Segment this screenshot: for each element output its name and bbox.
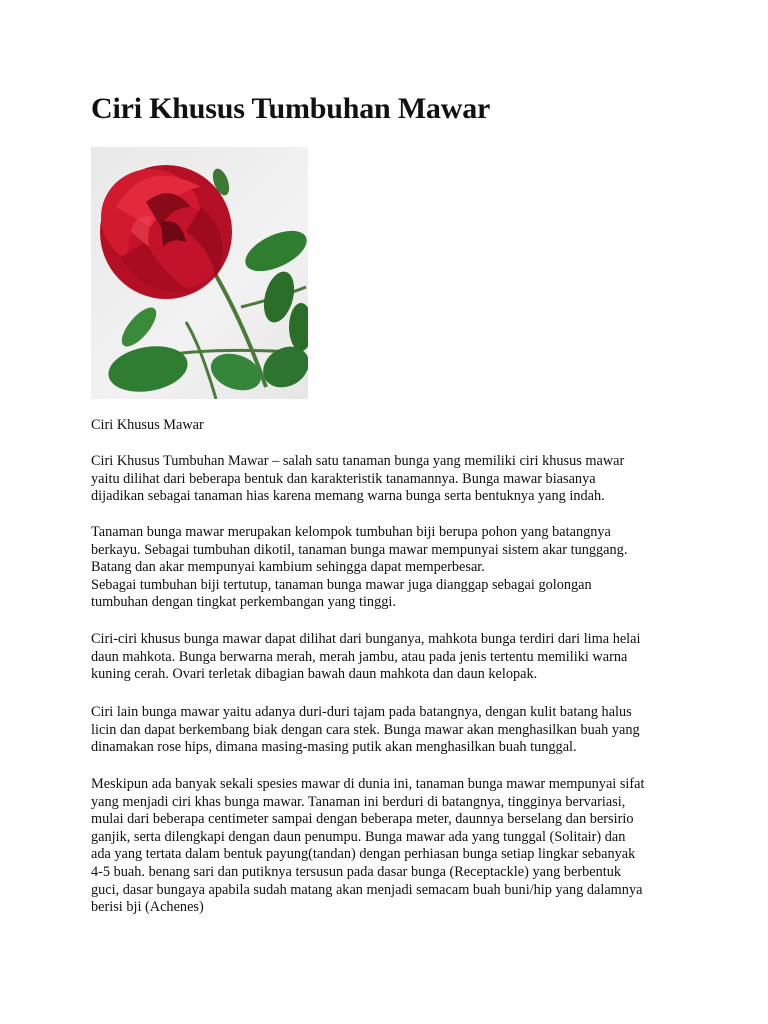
paragraph-line: daun mahkota. Bunga berwarna merah, merah jambu, atau pada jenis tertentu memiliki warna [91, 648, 628, 665]
paragraph-line: guci, dasar bungaya apabila sudah matang akan menjadi semacam buah buni/hip yang dalamnya [91, 881, 643, 898]
paragraph-line: Ciri Khusus Tumbuhan Mawar – salah satu tanaman bunga yang memiliki ciri khusus mawar [91, 453, 625, 469]
paragraph-line: mulai dari beberapa centimeter sampai dengan beberapa meter, daunnya berselang dan bersirio [91, 811, 634, 828]
paragraph-line: ganjik, serta dilengkapi dengan daun penumpu. Bunga mawar ada yang tunggal (Solitair) dan [91, 828, 626, 845]
paragraph-line: Batang dan akar mempunyai kambium sehingga dapat memperbesar. [91, 559, 485, 576]
paragraph-line: yang menjadi ciri khas bunga mawar. Tanaman ini berduri di batangnya, tingginya bervariasi, [91, 793, 626, 810]
paragraph-line: tumbuhan dengan tingkat perkembangan yang tinggi. [91, 594, 396, 611]
paragraph-4 [91, 704, 640, 757]
paragraph-line: berkayu. Sebagai tumbuhan dikotil, tanaman bunga mawar mempunyai sistem akar tunggang. [91, 541, 628, 558]
rose-image [91, 147, 308, 399]
paragraph-line: Ciri lain bunga mawar yaitu adanya duri-duri tajam pada batangnya, dengan kulit batang halus [91, 704, 632, 720]
page-title: Ciri Khusus Tumbuhan Mawar [91, 92, 491, 125]
image-caption: Ciri Khusus Mawar [91, 417, 204, 433]
paragraph-1 [91, 453, 624, 506]
rose-illustration [91, 147, 308, 399]
paragraph-line: Meskipun ada banyak sekali spesies mawar di dunia ini, tanaman bunga mawar mempunyai sifat [91, 776, 645, 792]
paragraph-line: kuning cerah. Ovari terletak dibagian bawah daun mahkota dan daun kelopak. [91, 666, 538, 683]
paragraph-3 [91, 631, 640, 684]
paragraph-line: Sebagai tumbuhan biji tertutup, tanaman bunga mawar juga dianggap sebagai golongan [91, 576, 592, 593]
paragraph-line: Tanaman bunga mawar merupakan kelompok tumbuhan biji berupa pohon yang batangnya [91, 524, 611, 540]
paragraph-line: Ciri-ciri khusus bunga mawar dapat dilihat dari bunganya, mahkota bunga terdiri dari lima helai [91, 631, 641, 647]
paragraph-line: 4-5 buah. benang sari dan putiknya tersusun pada dasar bunga (Receptackle) yang berbentuk [91, 863, 621, 880]
paragraph-line: dijadikan sebagai tanaman hias karena memang warna bunga serta bentuknya yang indah. [91, 488, 605, 505]
paragraph-line: yaitu dilihat dari beberapa bentuk dan karakteristik tanamannya. Bunga mawar biasanya [91, 470, 596, 487]
paragraph-2 [91, 524, 627, 612]
paragraph-line: ada yang tertata dalam bentuk payung(tandan) dengan perhiasan bunga setiap lingkar sebanyak [91, 846, 636, 863]
paragraph-5 [91, 776, 644, 917]
paragraph-line: berisi bji (Achenes) [91, 899, 204, 916]
paragraph-line: dinamakan rose hips, dimana masing-masing putik akan menghasilkan buah tunggal. [91, 739, 577, 756]
paragraph-line: licin dan dapat berkembang biak dengan cara stek. Bunga mawar akan menghasilkan buah yang [91, 721, 640, 738]
